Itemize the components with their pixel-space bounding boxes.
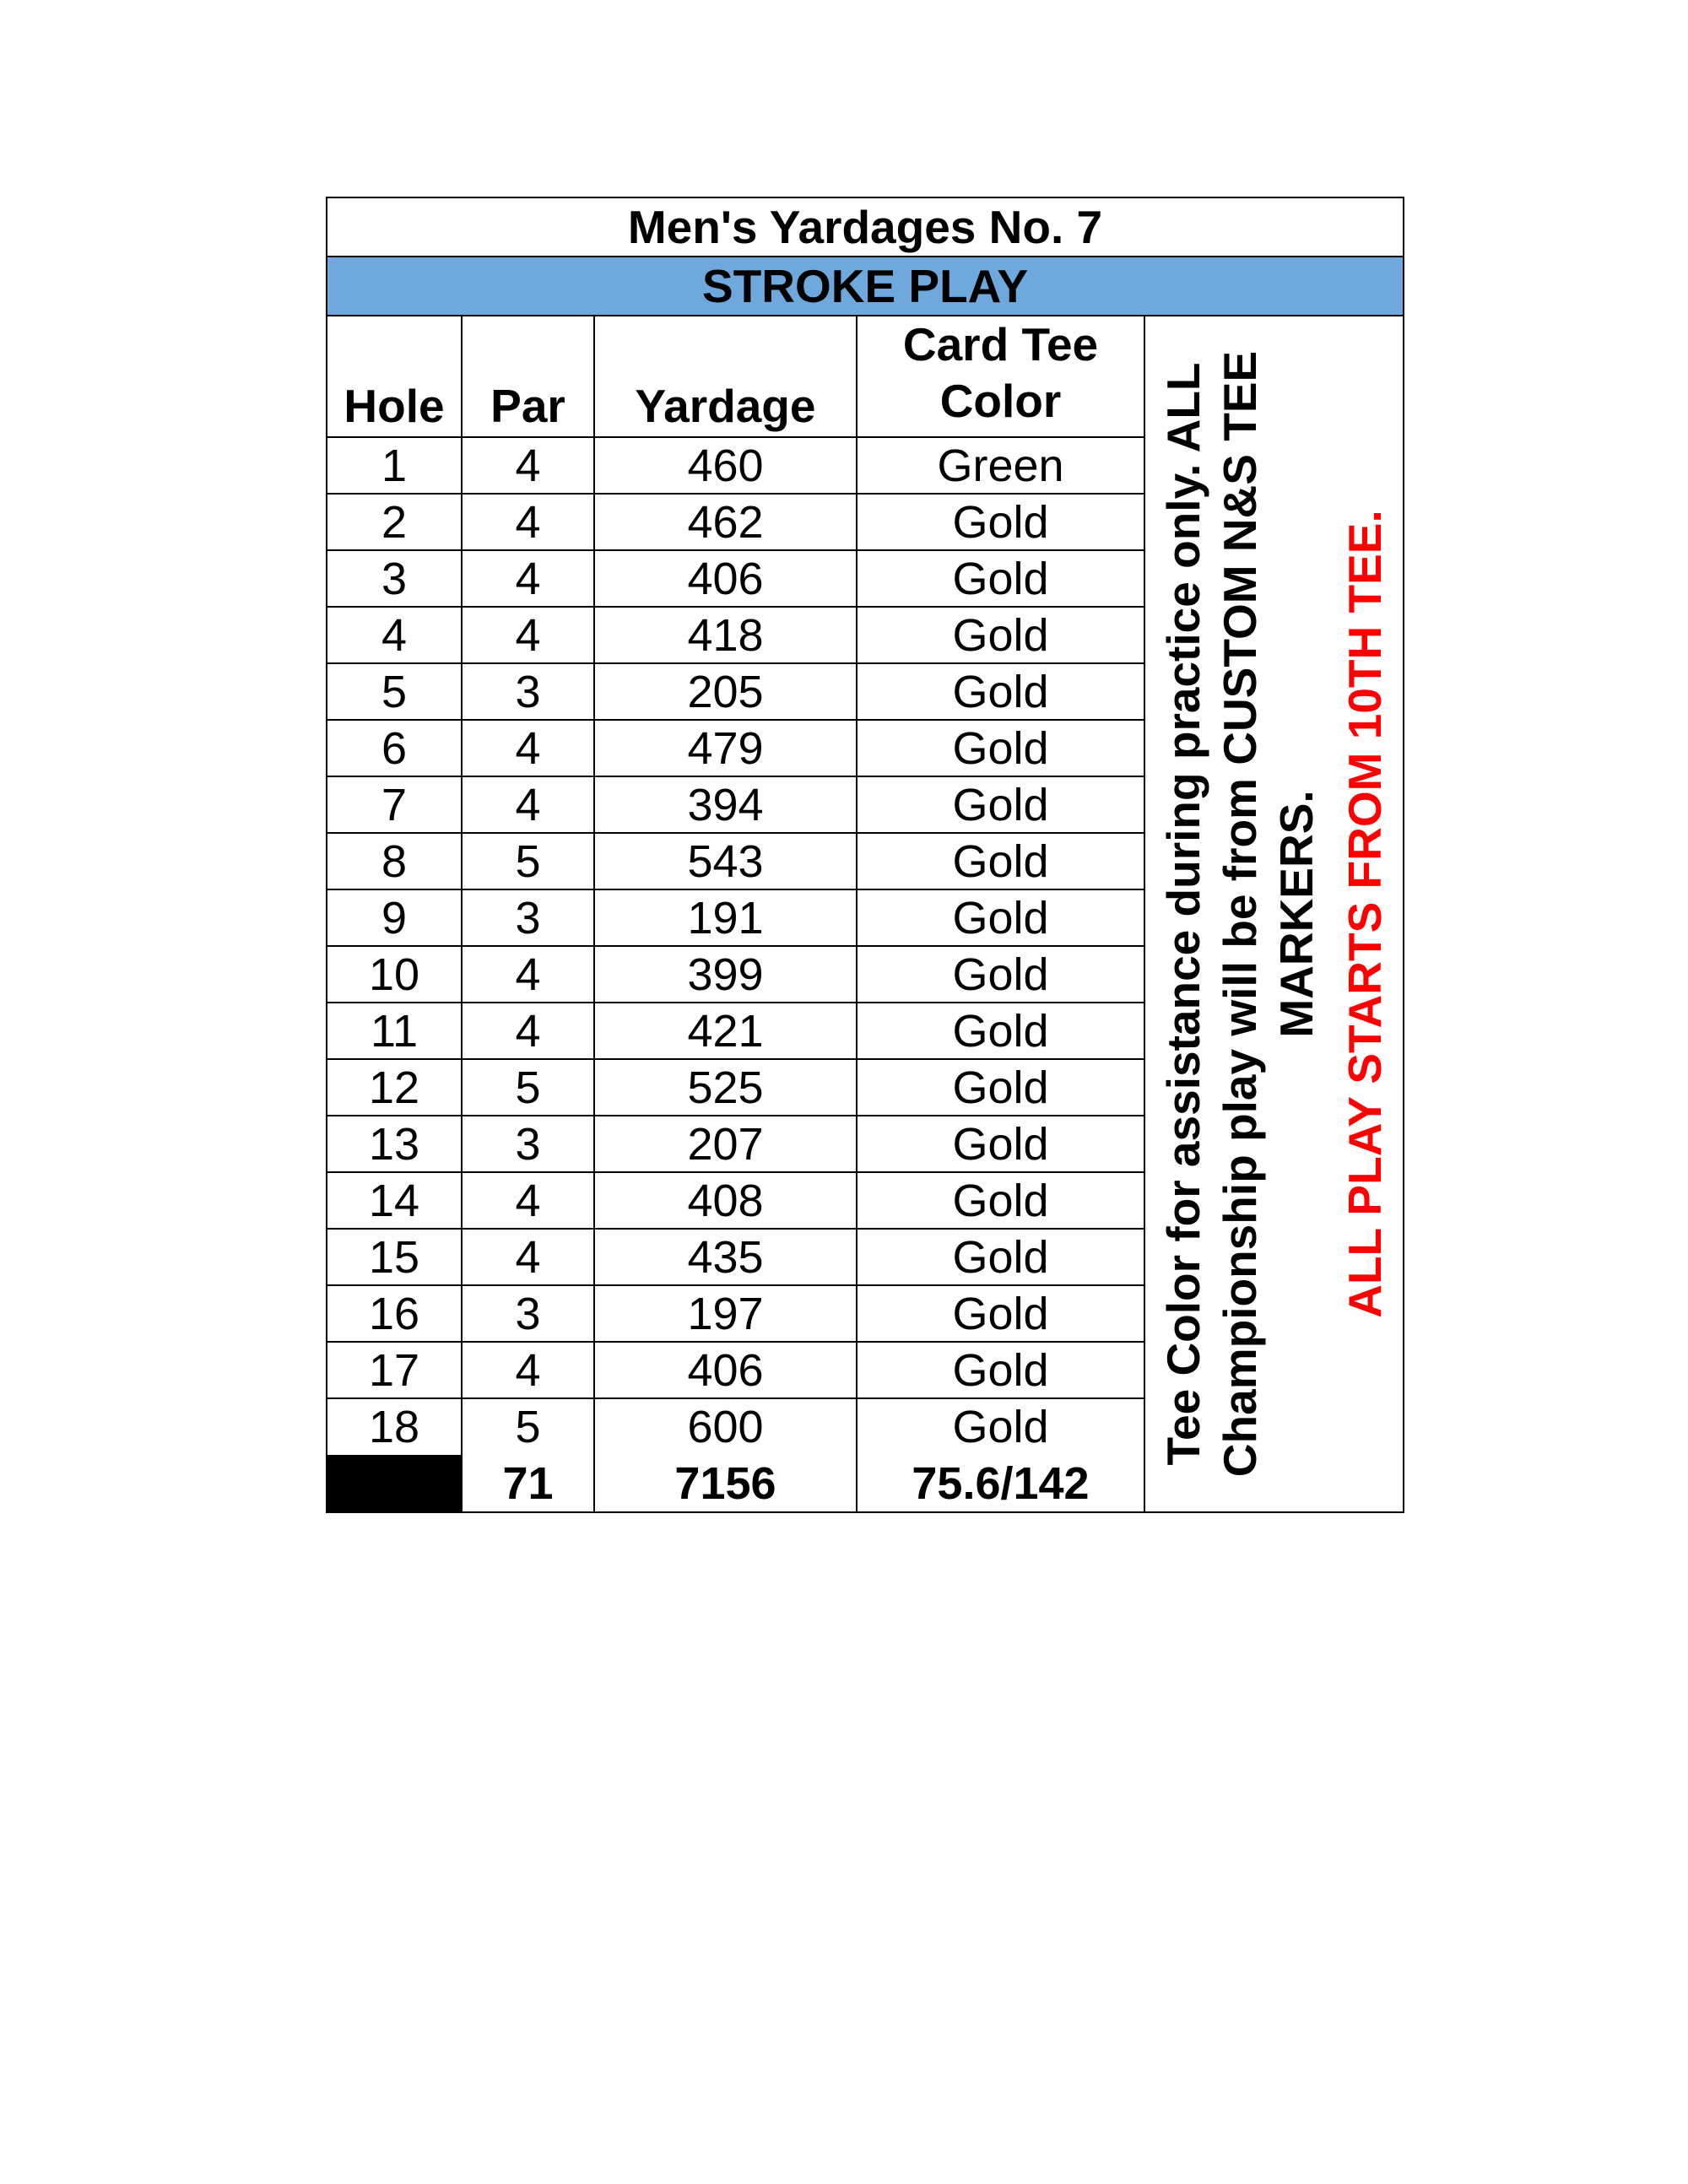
cell-tee-color: Gold <box>857 1116 1144 1172</box>
table-row <box>327 720 1144 776</box>
cell-par: 4 <box>462 720 594 776</box>
cell-par: 4 <box>462 437 594 494</box>
cell-par: 5 <box>462 833 594 889</box>
cell-hole: 18 <box>327 1398 462 1455</box>
cell-hole: 9 <box>327 889 462 946</box>
cell-hole: 17 <box>327 1342 462 1398</box>
cell-hole: 7 <box>327 776 462 833</box>
cell-yardage: 600 <box>594 1398 857 1455</box>
cell-par: 4 <box>462 1003 594 1059</box>
stroke-play-banner: STROKE PLAY <box>327 257 1403 316</box>
totals-blank-cell <box>327 1455 462 1511</box>
cell-par: 4 <box>462 1342 594 1398</box>
cell-hole: 15 <box>327 1229 462 1285</box>
cell-yardage: 191 <box>594 889 857 946</box>
total-yardage: 7156 <box>594 1455 857 1511</box>
yardage-table <box>327 316 1145 1511</box>
cell-par: 4 <box>462 494 594 550</box>
table-row <box>327 889 1144 946</box>
cell-tee-color: Gold <box>857 889 1144 946</box>
cell-tee-color: Gold <box>857 1172 1144 1229</box>
cell-yardage: 435 <box>594 1229 857 1285</box>
cell-par: 4 <box>462 550 594 607</box>
cell-hole: 14 <box>327 1172 462 1229</box>
cell-tee-color: Gold <box>857 1285 1144 1342</box>
table-row <box>327 550 1144 607</box>
cell-hole: 4 <box>327 607 462 663</box>
totals-row <box>327 1455 1144 1511</box>
cell-tee-color: Gold <box>857 1003 1144 1059</box>
cell-yardage: 197 <box>594 1285 857 1342</box>
cell-yardage: 525 <box>594 1059 857 1116</box>
table-row <box>327 1059 1144 1116</box>
cell-hole: 11 <box>327 1003 462 1059</box>
header-card-tee-label: Card Tee <box>902 318 1099 370</box>
cell-par: 3 <box>462 1116 594 1172</box>
header-color-label: Color <box>939 375 1062 428</box>
cell-tee-color: Green <box>857 437 1144 494</box>
cell-yardage: 408 <box>594 1172 857 1229</box>
cell-par: 4 <box>462 1172 594 1229</box>
table-row <box>327 1116 1144 1172</box>
cell-tee-color: Gold <box>857 494 1144 550</box>
yardage-sheet <box>326 197 1404 1513</box>
cell-hole: 16 <box>327 1285 462 1342</box>
cell-yardage: 462 <box>594 494 857 550</box>
cell-hole: 6 <box>327 720 462 776</box>
cell-tee-color: Gold <box>857 720 1144 776</box>
cell-hole: 10 <box>327 946 462 1003</box>
cell-par: 3 <box>462 1285 594 1342</box>
sheet-title: Men's Yardages No. 7 <box>327 198 1403 257</box>
cell-yardage: 205 <box>594 663 857 720</box>
table-row <box>327 494 1144 550</box>
header-par: Par <box>462 316 594 437</box>
cell-par: 3 <box>462 889 594 946</box>
cell-hole: 1 <box>327 437 462 494</box>
table-row <box>327 607 1144 663</box>
cell-hole: 8 <box>327 833 462 889</box>
table-body <box>327 437 1144 1455</box>
cell-par: 4 <box>462 1229 594 1285</box>
cell-hole: 2 <box>327 494 462 550</box>
cell-yardage: 394 <box>594 776 857 833</box>
total-rating-slope: 75.6/142 <box>857 1455 1144 1511</box>
start-tee-note: ALL PLAY STARTS FROM 10TH TEE. <box>1338 510 1391 1318</box>
cell-par: 4 <box>462 946 594 1003</box>
table-row <box>327 1003 1144 1059</box>
cell-hole: 5 <box>327 663 462 720</box>
cell-par: 4 <box>462 607 594 663</box>
cell-yardage: 421 <box>594 1003 857 1059</box>
cell-tee-color: Gold <box>857 1342 1144 1398</box>
cell-yardage: 399 <box>594 946 857 1003</box>
cell-tee-color: Gold <box>857 1229 1144 1285</box>
table-row <box>327 946 1144 1003</box>
table-row <box>327 1398 1144 1455</box>
header-hole: Hole <box>327 316 462 437</box>
cell-tee-color: Gold <box>857 776 1144 833</box>
table-row <box>327 1285 1144 1342</box>
table-row <box>327 1229 1144 1285</box>
cell-tee-color: Gold <box>857 1059 1144 1116</box>
cell-par: 4 <box>462 776 594 833</box>
header-card-tee-color <box>857 316 1144 437</box>
tee-note-column <box>1145 316 1403 1511</box>
table-row <box>327 1172 1144 1229</box>
cell-yardage: 479 <box>594 720 857 776</box>
cell-tee-color: Gold <box>857 1398 1144 1455</box>
cell-yardage: 207 <box>594 1116 857 1172</box>
cell-hole: 13 <box>327 1116 462 1172</box>
sheet-body <box>327 316 1403 1511</box>
cell-tee-color: Gold <box>857 946 1144 1003</box>
total-par: 71 <box>462 1455 594 1511</box>
cell-tee-color: Gold <box>857 607 1144 663</box>
table-row <box>327 1342 1144 1398</box>
cell-tee-color: Gold <box>857 550 1144 607</box>
table-row <box>327 776 1144 833</box>
cell-par: 3 <box>462 663 594 720</box>
table-row <box>327 437 1144 494</box>
tee-note-text: Tee Color for assistance during practice only. ALL Championship play will be from CUSTOM N&S TEE MARKERS. <box>1156 350 1323 1478</box>
cell-yardage: 543 <box>594 833 857 889</box>
cell-yardage: 406 <box>594 550 857 607</box>
header-row <box>327 316 1144 437</box>
cell-par: 5 <box>462 1059 594 1116</box>
cell-yardage: 418 <box>594 607 857 663</box>
table-row <box>327 663 1144 720</box>
cell-yardage: 460 <box>594 437 857 494</box>
cell-hole: 3 <box>327 550 462 607</box>
cell-par: 5 <box>462 1398 594 1455</box>
header-yardage: Yardage <box>594 316 857 437</box>
cell-tee-color: Gold <box>857 663 1144 720</box>
tee-note <box>1155 316 1393 1511</box>
table-row <box>327 833 1144 889</box>
cell-tee-color: Gold <box>857 833 1144 889</box>
cell-hole: 12 <box>327 1059 462 1116</box>
cell-yardage: 406 <box>594 1342 857 1398</box>
